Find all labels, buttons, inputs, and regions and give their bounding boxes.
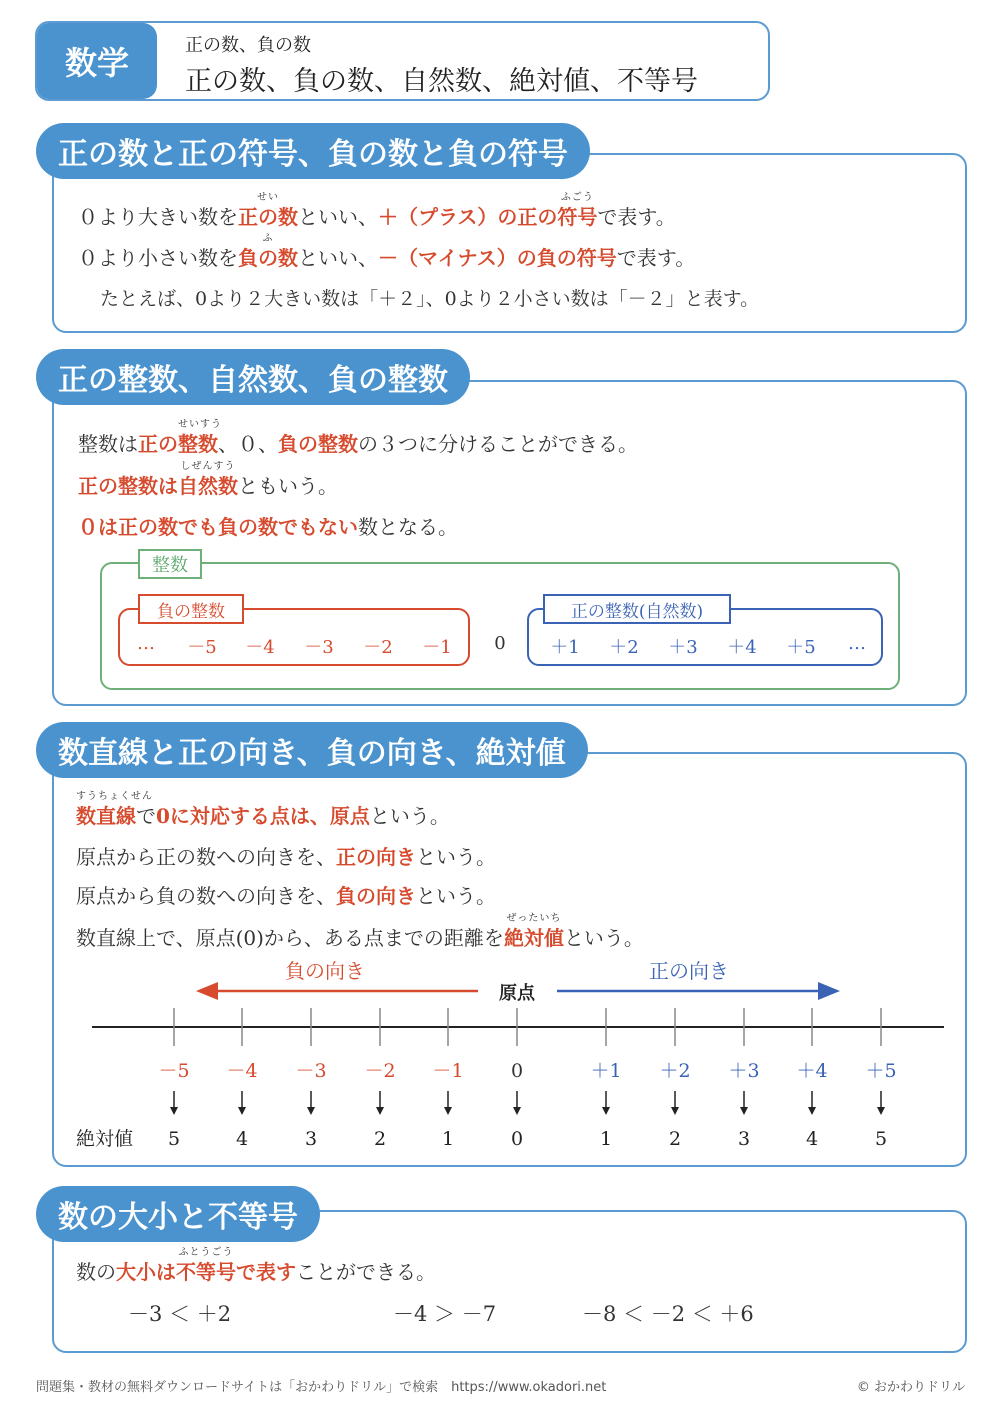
negative-integer-item: －2 [363,637,393,658]
s4-line1: 数の大小は不等号 ふとうごう で表すことができる。 [76,1247,436,1284]
s1-example: たとえば、0より２大きい数は「＋２」、0より２小さい数は「－２」と表す。 [100,288,760,310]
down-arrowhead-icon [602,1107,610,1115]
s1-line1: ０より大きい数を正の数 せい といい、＋（プラス）の正の符号 ふごう で表す。 [78,192,676,229]
footer-text: 問題集・教材の無料ダウンロードサイトは「おかわりドリル」で検索 https://www.okadori.net [36,1380,607,1395]
s3-line1: 数直線 すうちょくせん で0に対応する点は、原点という。 [76,791,450,828]
absolute-value: 2 [668,1128,682,1150]
copyright: © おかわりドリル [856,1380,965,1395]
absolute-value: 3 [304,1128,318,1150]
pos-direction-label: 正の向き [649,959,729,983]
negative-integer-item: －5 [187,637,217,658]
section4-title: 数の大小と不等号 [36,1186,320,1242]
absolute-value: 4 [805,1128,819,1150]
number-line-value: ＋3 [728,1060,760,1082]
positive-integer-item: … [848,633,866,654]
inequality-example-1: －3 ＜ ＋2 [128,1302,232,1326]
subject-badge: 数学 [37,23,157,99]
pos-arrowhead [818,982,840,1000]
negative-integer-item: … [137,633,155,654]
number-line-value: －5 [158,1060,190,1082]
section1-title: 正の数と正の符号、負の数と負の符号 [36,123,590,179]
positive-integer-label: 正の整数(自然数) [543,594,731,624]
down-arrowhead-icon [376,1107,384,1115]
down-arrowhead-icon [444,1107,452,1115]
header-title: 正の数、負の数、自然数、絶対値、不等号 [185,66,698,97]
number-line-value: 0 [510,1060,524,1082]
abs-label: 絶対値 [76,1128,134,1150]
down-arrowhead-icon [877,1107,885,1115]
number-line-value: ＋2 [659,1060,691,1082]
zero-item: 0 [494,633,506,654]
s3-line2: 原点から正の数への向きを、正の向きという。 [76,845,496,869]
negative-integer-label: 負の整数 [138,594,244,624]
integer-label: 整数 [138,549,202,579]
negative-integer-item: －1 [422,637,452,658]
s1-line2: ０より小さい数を負の数 ふ といい、－（マイナス）の負の符号で表す。 [78,233,696,270]
positive-integer-item: ＋5 [786,637,816,658]
absolute-value: 1 [441,1128,455,1150]
down-arrowhead-icon [238,1107,246,1115]
absolute-value: 3 [737,1128,751,1150]
absolute-value: 5 [167,1128,181,1150]
origin-label: 原点 [499,983,535,1004]
number-line-value: －1 [432,1060,464,1082]
positive-integer-item: ＋1 [550,637,580,658]
down-arrowhead-icon [307,1107,315,1115]
neg-arrowhead [196,982,218,1000]
s3-line3: 原点から負の数への向きを、負の向きという。 [76,884,496,908]
neg-direction-label: 負の向き [285,959,365,983]
down-arrowhead-icon [671,1107,679,1115]
number-line-value: ＋4 [796,1060,828,1082]
absolute-value: 1 [599,1128,613,1150]
inequality-example-3: －8 ＜ －2 ＜ ＋6 [582,1302,754,1326]
header-subtitle: 正の数、負の数 [185,35,311,56]
s2-line1: 整数は正の整数 せいすう 、０、負の整数の３つに分けることができる。 [78,419,638,456]
header-card [35,21,770,101]
negative-integer-item: －4 [245,637,275,658]
down-arrowhead-icon [170,1107,178,1115]
s2-line3: ０は正の数でも負の数でもない数となる。 [78,515,458,539]
number-line-value: －3 [295,1060,327,1082]
inequality-example-2: －4 ＞ －7 [393,1302,497,1326]
positive-integer-item: ＋3 [668,637,698,658]
s3-line4: 数直線上で、原点(0)から、ある点までの距離を絶対値 ぜったいち という。 [76,913,644,950]
down-arrowhead-icon [513,1107,521,1115]
positive-integer-item: ＋4 [727,637,757,658]
negative-integer-item: －3 [304,637,334,658]
absolute-value: 0 [510,1128,524,1150]
number-line-value: －4 [226,1060,258,1082]
down-arrowhead-icon [740,1107,748,1115]
down-arrowhead-icon [808,1107,816,1115]
section3-title: 数直線と正の向き、負の向き、絶対値 [36,722,588,778]
absolute-value: 5 [874,1128,888,1150]
s2-line2: 正の整数は自然数 しぜんすう ともいう。 [78,461,338,498]
positive-integer-item: ＋2 [609,637,639,658]
number-line-diagram [0,950,1000,1160]
number-line-value: －2 [364,1060,396,1082]
absolute-value: 4 [235,1128,249,1150]
number-line-value: ＋1 [590,1060,622,1082]
number-line-value: ＋5 [865,1060,897,1082]
absolute-value: 2 [373,1128,387,1150]
section2-title: 正の整数、自然数、負の整数 [36,349,470,405]
